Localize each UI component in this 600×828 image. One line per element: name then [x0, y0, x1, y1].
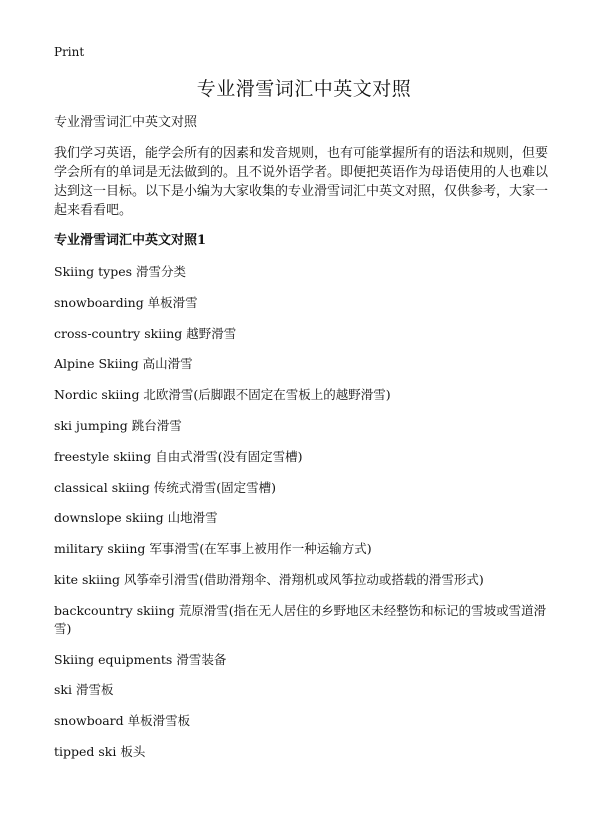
vocabulary-entry: freestyle skiing 自由式滑雪(没有固定雪槽): [54, 448, 303, 464]
vocabulary-entry: Skiing types 滑雪分类: [54, 264, 187, 279]
vocabulary-list: [54, 263, 554, 761]
print-label: Print: [54, 45, 85, 59]
section-heading: 专业滑雪词汇中英文对照1: [54, 233, 207, 248]
intro-paragraph: 我们学习英语，能学会所有的因素和发音规则，也有可能掌握所有的语法和规则，但要学会所有的单词是无法做到的。且不说外语学者。即便把英语作为母语使用的人也难以达到这一目标。以下是小编为大家收集的专业滑雪词汇中英文对照，仅供参考，大家一起来看看吧。: [54, 146, 549, 218]
vocabulary-entry: Nordic skiing 北欧滑雪(后脚跟不固定在雪板上的越野滑雪): [54, 387, 391, 403]
vocabulary-entry: backcountry skiing 荒原滑雪(指在无人居住的乡野地区未经整饬和标记的雪坡或雪道滑雪): [54, 602, 547, 636]
vocabulary-entry: Skiing equipments 滑雪装备: [54, 651, 227, 667]
vocabulary-entry: military skiing 军事滑雪(在军事上被用作一种运输方式): [54, 541, 372, 557]
vocabulary-entry: classical skiing 传统式滑雪(固定雪槽): [54, 479, 276, 495]
document-title: 专业滑雪词汇中英文对照: [196, 78, 412, 100]
vocabulary-entry: cross-country skiing 越野滑雪: [54, 325, 237, 341]
document-subtitle: 专业滑雪词汇中英文对照: [54, 115, 198, 130]
vocabulary-entry: ski jumping 跳台滑雪: [54, 417, 182, 433]
document-page: [54, 44, 554, 774]
vocabulary-entry: snowboarding 单板滑雪: [54, 294, 198, 310]
vocabulary-entry: Alpine Skiing 高山滑雪: [54, 356, 193, 372]
vocabulary-entry: ski 滑雪板: [54, 682, 114, 698]
vocabulary-entry: snowboard 单板滑雪板: [54, 713, 191, 729]
vocabulary-entry: downslope skiing 山地滑雪: [54, 510, 218, 526]
vocabulary-entry: tipped ski 板头: [54, 743, 146, 759]
vocabulary-entry: kite skiing 风筝牵引滑雪(借助滑翔伞、滑翔机或风筝拉动或搭载的滑雪形式): [54, 571, 484, 587]
